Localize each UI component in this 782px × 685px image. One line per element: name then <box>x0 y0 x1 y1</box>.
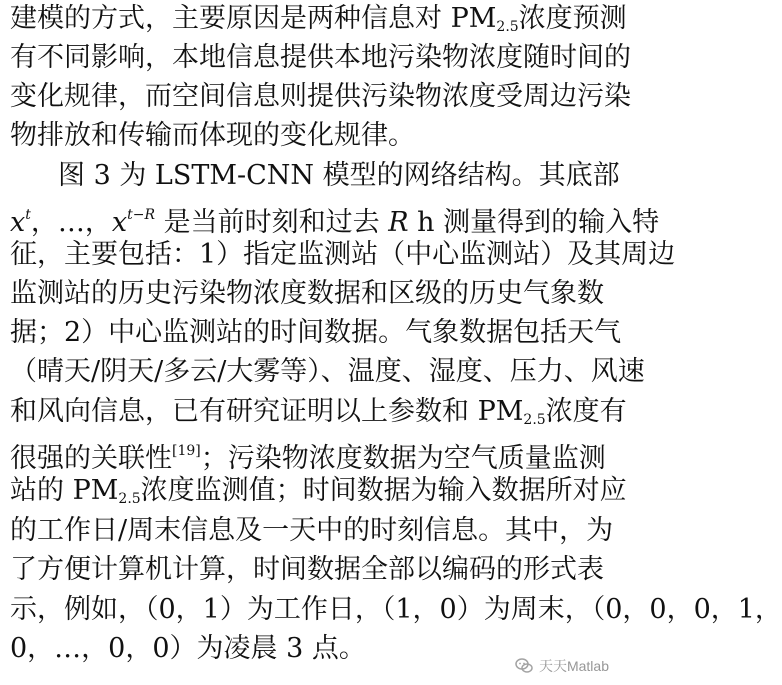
text-segment: 是当前时刻和过去 <box>155 207 389 238</box>
watermark-text: 天天Matlab <box>538 658 609 674</box>
text-line: 0，…，0，0）为凌晨 3 点。 <box>10 633 366 664</box>
text-segment: 浓度预测 <box>518 3 627 34</box>
text-segment: 浓度有 <box>545 396 627 427</box>
superscript: t−R <box>127 207 156 223</box>
citation: [19] <box>172 443 201 459</box>
text-line: 监测站的历史污染物浓度数据和区级的历史气象数 <box>10 278 604 309</box>
text-segment: 建模的方式，主要原因是两种信息对 PM <box>10 3 497 34</box>
subscript: 2.5 <box>523 412 546 428</box>
text-line <box>10 395 627 429</box>
superscript: t <box>25 207 31 223</box>
math-variable: x <box>111 207 128 238</box>
text-line: 有不同影响，本地信息提供本地污染物浓度随时间的 <box>10 42 631 73</box>
text-line: 物排放和传输而体现的变化规律。 <box>10 120 415 151</box>
text-segment: ，…， <box>30 207 112 238</box>
text-line <box>10 198 660 238</box>
text-segment: 浓度监测值；时间数据为输入数据所对应 <box>140 475 627 506</box>
subscript: 2.5 <box>118 491 141 507</box>
text-segment: ；污染物浓度数据为空气质量监测 <box>200 443 606 474</box>
text-line <box>10 434 610 474</box>
math-variable: R <box>388 207 409 238</box>
text-line: 的工作日/周末信息及一天中的时刻信息。其中，为 <box>10 515 614 546</box>
text-line: 征，主要包括：1）指定监测站（中心监测站）及其周边 <box>10 239 676 270</box>
text-segment: 站的 PM <box>10 475 119 506</box>
subscript: 2.5 <box>496 19 519 35</box>
watermark <box>515 655 609 677</box>
text-segment: 很强的关联性 <box>10 443 172 474</box>
text-line: 了方便计算机计算，时间数据全部以编码的形式表 <box>10 554 604 585</box>
text-segment: 和风向信息，已有研究证明以上参数和 PM <box>10 396 524 427</box>
text-segment: h 测量得到的输入特 <box>408 207 660 238</box>
math-variable: x <box>10 207 26 238</box>
text-line: 图 3 为 LSTM-CNN 模型的网络结构。其底部 <box>58 160 620 191</box>
wechat-bubble-icon <box>515 657 533 675</box>
text-line <box>10 2 627 36</box>
text-line: 示，例如，（0，1）为工作日，（1，0）为周末，（0，0，0，1， <box>10 594 782 625</box>
text-line: （晴天/阴天/多云/大雾等）、温度、湿度、压力、风速 <box>10 356 645 387</box>
text-line <box>10 474 627 508</box>
text-line: 据；2）中心监测站的时间数据。气象数据包括天气 <box>10 317 622 348</box>
text-line: 变化规律，而空间信息则提供污染物浓度受周边污染 <box>10 81 631 112</box>
